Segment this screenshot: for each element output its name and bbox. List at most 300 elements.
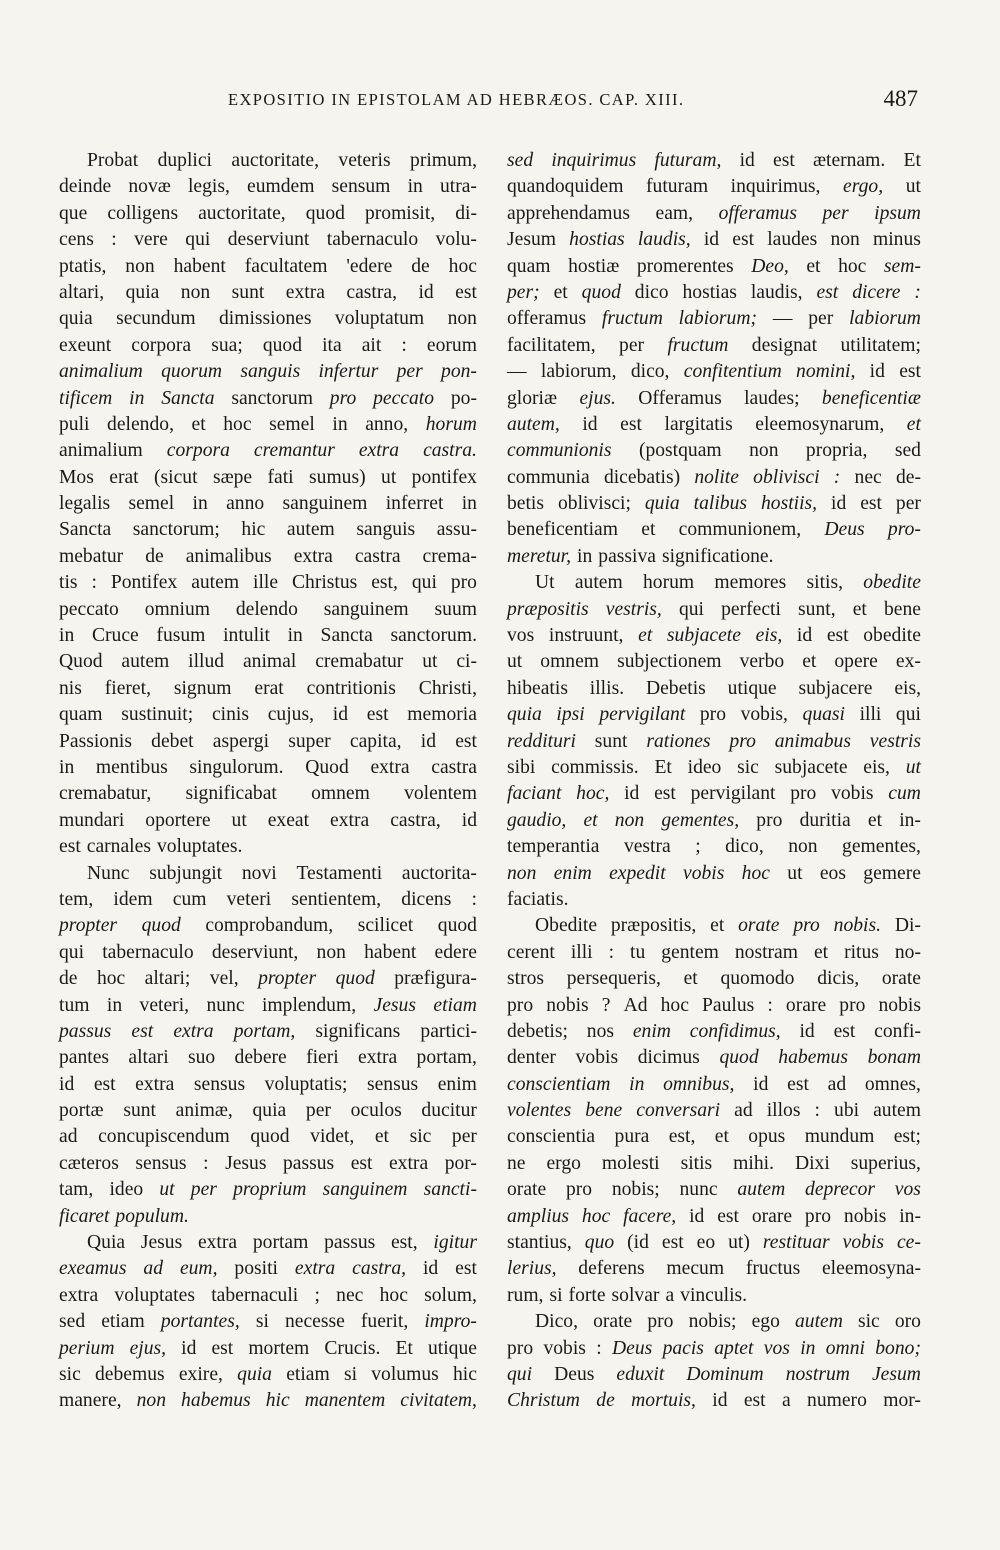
word: gemere bbox=[863, 862, 921, 884]
text-line bbox=[59, 1309, 477, 1335]
word: primum, bbox=[410, 150, 477, 171]
word: præfigura- bbox=[394, 968, 477, 990]
word: : bbox=[833, 466, 841, 488]
word: non bbox=[507, 862, 537, 884]
word: : bbox=[914, 281, 921, 303]
word: beneficentiam bbox=[507, 519, 618, 541]
word: sed bbox=[894, 440, 921, 462]
word: futuram, bbox=[654, 150, 722, 171]
word: tis bbox=[59, 572, 78, 594]
word: passus bbox=[324, 1232, 376, 1254]
word: in- bbox=[899, 809, 921, 831]
word: enim bbox=[632, 1020, 671, 1042]
word: ficaret bbox=[59, 1205, 110, 1227]
word: si bbox=[343, 1363, 358, 1385]
word: tabernaculo bbox=[326, 229, 419, 251]
word: Jesum bbox=[507, 229, 556, 251]
word: id bbox=[461, 809, 477, 831]
word: anno bbox=[226, 493, 265, 515]
word: ad bbox=[734, 1100, 753, 1122]
word: autem bbox=[737, 1179, 786, 1201]
word: betis bbox=[507, 493, 545, 515]
text-line bbox=[59, 597, 477, 623]
word: necesse bbox=[284, 1311, 345, 1333]
text-line bbox=[507, 913, 921, 939]
text-line bbox=[59, 359, 477, 385]
word: extra bbox=[330, 809, 370, 831]
word: castra, bbox=[346, 281, 397, 303]
word: suo bbox=[187, 1047, 216, 1069]
word: tem, bbox=[59, 888, 94, 910]
text-line bbox=[59, 1256, 477, 1282]
word: omnes, bbox=[864, 1073, 921, 1095]
word: sibi bbox=[507, 756, 536, 778]
word: et bbox=[806, 255, 821, 277]
word: nunc bbox=[679, 1179, 718, 1201]
word: de bbox=[145, 545, 164, 567]
text-line bbox=[59, 306, 477, 332]
word: autem, bbox=[507, 413, 560, 435]
word: : bbox=[401, 334, 407, 356]
word: nis bbox=[59, 677, 82, 699]
word: vobis bbox=[575, 1047, 619, 1069]
text-line bbox=[59, 861, 477, 887]
word: veteri, bbox=[139, 994, 190, 1016]
word: est, bbox=[668, 1126, 696, 1148]
word: portæ bbox=[59, 1100, 104, 1122]
word: bene bbox=[883, 598, 921, 620]
word: superius, bbox=[850, 1152, 921, 1174]
word: mundari bbox=[59, 809, 125, 831]
word: est bbox=[131, 1020, 154, 1042]
word: Debetis bbox=[645, 677, 706, 699]
word: scilicet bbox=[357, 915, 414, 937]
word: sic bbox=[409, 1126, 432, 1148]
word: est bbox=[93, 1073, 116, 1095]
word: extra bbox=[388, 1152, 429, 1174]
word: bonam bbox=[867, 1047, 921, 1069]
word: manere, bbox=[59, 1390, 122, 1412]
word: subjectionem bbox=[617, 651, 722, 673]
word: Christum bbox=[507, 1390, 580, 1412]
word: eo bbox=[696, 1232, 716, 1254]
word: ex- bbox=[895, 651, 921, 673]
word: sensus bbox=[366, 1073, 419, 1095]
word: est bbox=[787, 1073, 809, 1095]
word: est bbox=[816, 281, 839, 303]
text-line bbox=[507, 1098, 921, 1124]
word: passus bbox=[59, 1020, 112, 1042]
word: autem bbox=[794, 1311, 843, 1333]
word: eis, bbox=[894, 677, 921, 699]
word: Paulus bbox=[702, 994, 755, 1016]
word: quia bbox=[59, 308, 93, 330]
word: igitur bbox=[433, 1232, 477, 1254]
right-column bbox=[507, 148, 921, 1415]
word: laudes; bbox=[744, 387, 800, 409]
word: id bbox=[831, 493, 847, 515]
word: Offeramus bbox=[638, 387, 722, 409]
word: (sicut bbox=[154, 466, 198, 488]
word: id bbox=[420, 730, 437, 752]
text-line bbox=[507, 148, 921, 174]
word: dicere bbox=[852, 281, 901, 303]
word: — bbox=[507, 361, 527, 383]
word: idem bbox=[113, 888, 153, 910]
word: oblivisci; bbox=[557, 493, 631, 515]
word: omni bbox=[825, 1337, 865, 1359]
word: quod bbox=[581, 281, 621, 303]
word: et bbox=[813, 941, 829, 963]
word: obedite bbox=[863, 625, 921, 647]
text-line bbox=[59, 570, 477, 596]
word: auctoritate, bbox=[198, 202, 286, 224]
word: vere bbox=[134, 229, 168, 251]
text-line bbox=[507, 412, 921, 438]
word: super bbox=[288, 730, 331, 752]
word: etiam bbox=[286, 1363, 330, 1385]
word: non bbox=[136, 1390, 166, 1412]
word: quod bbox=[719, 1047, 759, 1069]
word: ritus bbox=[844, 941, 879, 963]
word: pervigilant bbox=[690, 783, 776, 805]
word: aptet bbox=[714, 1337, 754, 1359]
text-line bbox=[59, 1098, 477, 1124]
word: castra. bbox=[423, 440, 477, 462]
text-line bbox=[59, 544, 477, 570]
word: bene bbox=[585, 1100, 623, 1122]
word: æternam. bbox=[812, 150, 886, 171]
word: est bbox=[211, 1337, 234, 1359]
word: confidimus, bbox=[689, 1020, 781, 1042]
word: sic bbox=[737, 756, 759, 778]
text-line bbox=[59, 623, 477, 649]
text-line bbox=[59, 386, 477, 412]
text-line bbox=[507, 1362, 921, 1388]
word: quia bbox=[507, 704, 542, 726]
text-line bbox=[507, 438, 921, 464]
word: ejus, bbox=[129, 1337, 167, 1359]
word: ducitur bbox=[421, 1100, 477, 1122]
word: sentientem, bbox=[291, 888, 382, 910]
text-line bbox=[59, 781, 477, 807]
word: communionis bbox=[507, 440, 612, 462]
text-line bbox=[507, 1283, 921, 1309]
word: communia bbox=[507, 466, 590, 488]
word: non bbox=[830, 229, 860, 251]
word: auctoritate, bbox=[231, 150, 319, 171]
word: colligens bbox=[107, 202, 179, 224]
word: pro bbox=[756, 809, 783, 831]
word: altari, bbox=[59, 281, 105, 303]
word: quomodo bbox=[720, 968, 795, 990]
text-line bbox=[507, 1019, 921, 1045]
word: de- bbox=[895, 466, 921, 488]
word: ego bbox=[751, 1311, 780, 1333]
word: si bbox=[549, 1284, 563, 1306]
text-line bbox=[507, 1177, 921, 1203]
word: pro bbox=[450, 572, 477, 594]
word: partici- bbox=[420, 1020, 477, 1042]
word: orate bbox=[738, 915, 780, 937]
word: subjacete bbox=[666, 625, 741, 647]
word: est, bbox=[390, 1232, 418, 1254]
word: opere bbox=[834, 651, 878, 673]
text-line bbox=[59, 1230, 477, 1256]
text-line bbox=[59, 412, 477, 438]
word: id bbox=[332, 704, 348, 726]
word: Quia bbox=[87, 1232, 126, 1254]
word: vos bbox=[763, 1337, 790, 1359]
text-line bbox=[507, 570, 921, 596]
word: Sancta bbox=[320, 625, 373, 647]
word: Jesus bbox=[225, 1152, 267, 1174]
word: confi- bbox=[874, 1020, 921, 1042]
word: id bbox=[59, 1073, 75, 1095]
word: Probat bbox=[87, 150, 139, 171]
word: beneficentiæ bbox=[821, 387, 921, 409]
word: dicis, bbox=[817, 968, 860, 990]
word: in bbox=[59, 756, 75, 778]
word: Sancta bbox=[161, 387, 215, 409]
word: meretur, bbox=[507, 545, 572, 567]
word: assu- bbox=[436, 519, 477, 541]
word: id bbox=[739, 150, 755, 171]
word: in bbox=[287, 625, 303, 647]
word: Christus bbox=[291, 572, 358, 594]
word: pro bbox=[793, 915, 820, 937]
word: etiam bbox=[433, 994, 477, 1016]
word: est bbox=[773, 150, 795, 171]
word: hoc bbox=[660, 994, 689, 1016]
word: sic bbox=[857, 1311, 880, 1333]
text-line bbox=[59, 1072, 477, 1098]
word: subjacete bbox=[774, 756, 848, 778]
text-line bbox=[507, 1230, 921, 1256]
word: portam bbox=[252, 1232, 309, 1254]
text-line bbox=[59, 148, 477, 174]
word: debemus bbox=[94, 1363, 165, 1385]
word: habemus bbox=[181, 1390, 251, 1412]
word: debet bbox=[151, 730, 194, 752]
word: oportere bbox=[145, 809, 211, 831]
word: solvar bbox=[611, 1284, 660, 1306]
word: ut bbox=[231, 809, 247, 831]
text-line bbox=[507, 1124, 921, 1150]
word: in bbox=[629, 1073, 645, 1095]
word: ut bbox=[905, 176, 921, 198]
word: : bbox=[814, 1100, 820, 1122]
text-line bbox=[507, 755, 921, 781]
word: Di- bbox=[894, 915, 921, 937]
word: debere bbox=[234, 1047, 287, 1069]
text-line bbox=[507, 834, 921, 860]
word: faciant bbox=[507, 783, 562, 805]
word: quo bbox=[584, 1232, 615, 1254]
word: id bbox=[753, 1073, 769, 1095]
word: Deus bbox=[824, 519, 865, 541]
word: in bbox=[407, 176, 423, 198]
word: : bbox=[91, 572, 97, 594]
word: quia bbox=[237, 1363, 272, 1385]
word: est bbox=[826, 625, 849, 647]
word: offeramus bbox=[718, 202, 797, 224]
word: mentibus bbox=[95, 756, 168, 778]
word: quia bbox=[252, 1100, 287, 1122]
word: nos bbox=[586, 1020, 615, 1042]
word: extra bbox=[370, 756, 410, 778]
text-line bbox=[59, 1177, 477, 1203]
page-number: 487 bbox=[883, 86, 918, 111]
word: sed bbox=[59, 1311, 86, 1333]
word: habemus bbox=[778, 1047, 848, 1069]
word: dicebatis) bbox=[603, 466, 681, 488]
word: cujus, bbox=[267, 704, 314, 726]
word: horum bbox=[643, 572, 695, 594]
text-line bbox=[507, 940, 921, 966]
word: sanguis bbox=[356, 519, 416, 541]
word: inquirimus bbox=[551, 150, 637, 171]
word: de bbox=[59, 968, 78, 990]
word: gaudio, bbox=[507, 809, 567, 831]
text-line bbox=[507, 702, 921, 728]
word: mor- bbox=[883, 1390, 921, 1412]
word: crema- bbox=[422, 545, 477, 567]
text-line bbox=[507, 1256, 921, 1282]
left-column bbox=[59, 148, 477, 1415]
running-title: EXPOSITIO IN EPISTOLAM AD HEBRÆOS. CAP. XIII. bbox=[228, 90, 685, 109]
word: est bbox=[455, 730, 477, 752]
word: sua; bbox=[211, 334, 243, 356]
word: ita bbox=[322, 334, 342, 356]
word: veteris bbox=[338, 150, 391, 171]
word: in bbox=[192, 493, 208, 515]
word: populum. bbox=[115, 1205, 189, 1227]
word: id bbox=[712, 1390, 728, 1412]
word: nec bbox=[336, 1284, 364, 1306]
word: nobis bbox=[546, 994, 589, 1016]
word: cum bbox=[172, 888, 207, 910]
word: qui bbox=[411, 572, 437, 594]
word: mecum bbox=[666, 1258, 725, 1280]
word: oro bbox=[894, 1311, 921, 1333]
word: pro bbox=[699, 704, 726, 726]
word: sumus) bbox=[309, 466, 366, 488]
word: (postquam bbox=[638, 440, 722, 462]
word: sic bbox=[59, 1363, 81, 1385]
word: Mos bbox=[59, 466, 94, 488]
text-line bbox=[59, 1124, 477, 1150]
word: sanctorum; bbox=[132, 519, 220, 541]
word: labiorum, bbox=[540, 361, 617, 383]
word: non bbox=[788, 836, 818, 858]
word: etiam bbox=[101, 1311, 145, 1333]
text-line bbox=[59, 465, 477, 491]
word: dico bbox=[634, 281, 669, 303]
text-line bbox=[59, 993, 477, 1019]
text-line bbox=[59, 280, 477, 306]
word: vobis bbox=[831, 783, 874, 805]
word: verbo bbox=[739, 651, 785, 673]
word: implendum, bbox=[261, 994, 357, 1016]
word: hoc bbox=[96, 968, 126, 990]
word: ipsum bbox=[874, 202, 921, 224]
word: delendo bbox=[235, 598, 298, 620]
word: dicimus bbox=[637, 1047, 700, 1069]
word: Christi, bbox=[418, 677, 477, 699]
word: novi bbox=[241, 862, 277, 884]
word: pacis bbox=[662, 1337, 704, 1359]
text-line bbox=[59, 729, 477, 755]
word: nobis; bbox=[688, 1311, 737, 1333]
word: anno, bbox=[365, 413, 409, 435]
word: enim bbox=[437, 1073, 477, 1095]
word: Ut bbox=[535, 572, 555, 594]
word: castra, bbox=[352, 1258, 407, 1280]
word: ci- bbox=[456, 651, 477, 673]
word: conscientia bbox=[507, 1126, 596, 1148]
word: vestris, bbox=[605, 598, 662, 620]
word: obedite bbox=[863, 572, 921, 594]
word: nobis; bbox=[611, 1179, 660, 1201]
word: sitis bbox=[680, 1152, 713, 1174]
word: facilitatem, bbox=[507, 334, 596, 356]
word: et bbox=[710, 915, 725, 937]
word: eam, bbox=[655, 202, 694, 224]
word: minus bbox=[873, 229, 921, 251]
word: in bbox=[332, 413, 348, 435]
word: corpora bbox=[131, 334, 192, 356]
word: vel, bbox=[209, 968, 239, 990]
word: quorum bbox=[161, 361, 223, 383]
word: per bbox=[190, 1179, 217, 1201]
word: labiorum; bbox=[678, 308, 758, 330]
word: est bbox=[350, 1152, 373, 1174]
word: volumus bbox=[371, 1363, 439, 1385]
word: denter bbox=[507, 1047, 556, 1069]
word: tam, bbox=[59, 1179, 94, 1201]
word: temperantia bbox=[507, 836, 600, 858]
word: per bbox=[619, 334, 645, 356]
word: habent bbox=[364, 941, 417, 963]
word: edere bbox=[434, 941, 477, 963]
word: Jesum bbox=[871, 1363, 921, 1385]
word: in bbox=[461, 493, 477, 515]
word: extra bbox=[358, 1047, 398, 1069]
word: in bbox=[106, 994, 123, 1016]
word: offeramus bbox=[507, 308, 587, 330]
word: expedit bbox=[609, 862, 666, 884]
word: deinde bbox=[59, 176, 112, 198]
word: animalibus bbox=[185, 545, 272, 567]
word: pontifex bbox=[411, 466, 477, 488]
word: passiva bbox=[598, 545, 656, 567]
word: legis, bbox=[187, 176, 230, 198]
word: est bbox=[661, 1232, 684, 1254]
word: exeunt bbox=[59, 334, 112, 356]
word: est bbox=[59, 836, 81, 858]
word: nostrum bbox=[785, 1363, 850, 1385]
text-line bbox=[59, 227, 477, 253]
word: orare bbox=[751, 1205, 793, 1227]
word: capita, bbox=[349, 730, 402, 752]
word: id bbox=[422, 1258, 439, 1280]
word: ergo, bbox=[843, 176, 884, 198]
word: qui bbox=[678, 598, 704, 620]
word: facere, bbox=[623, 1205, 677, 1227]
word: videt, bbox=[310, 1126, 355, 1148]
word: exire, bbox=[178, 1363, 223, 1385]
